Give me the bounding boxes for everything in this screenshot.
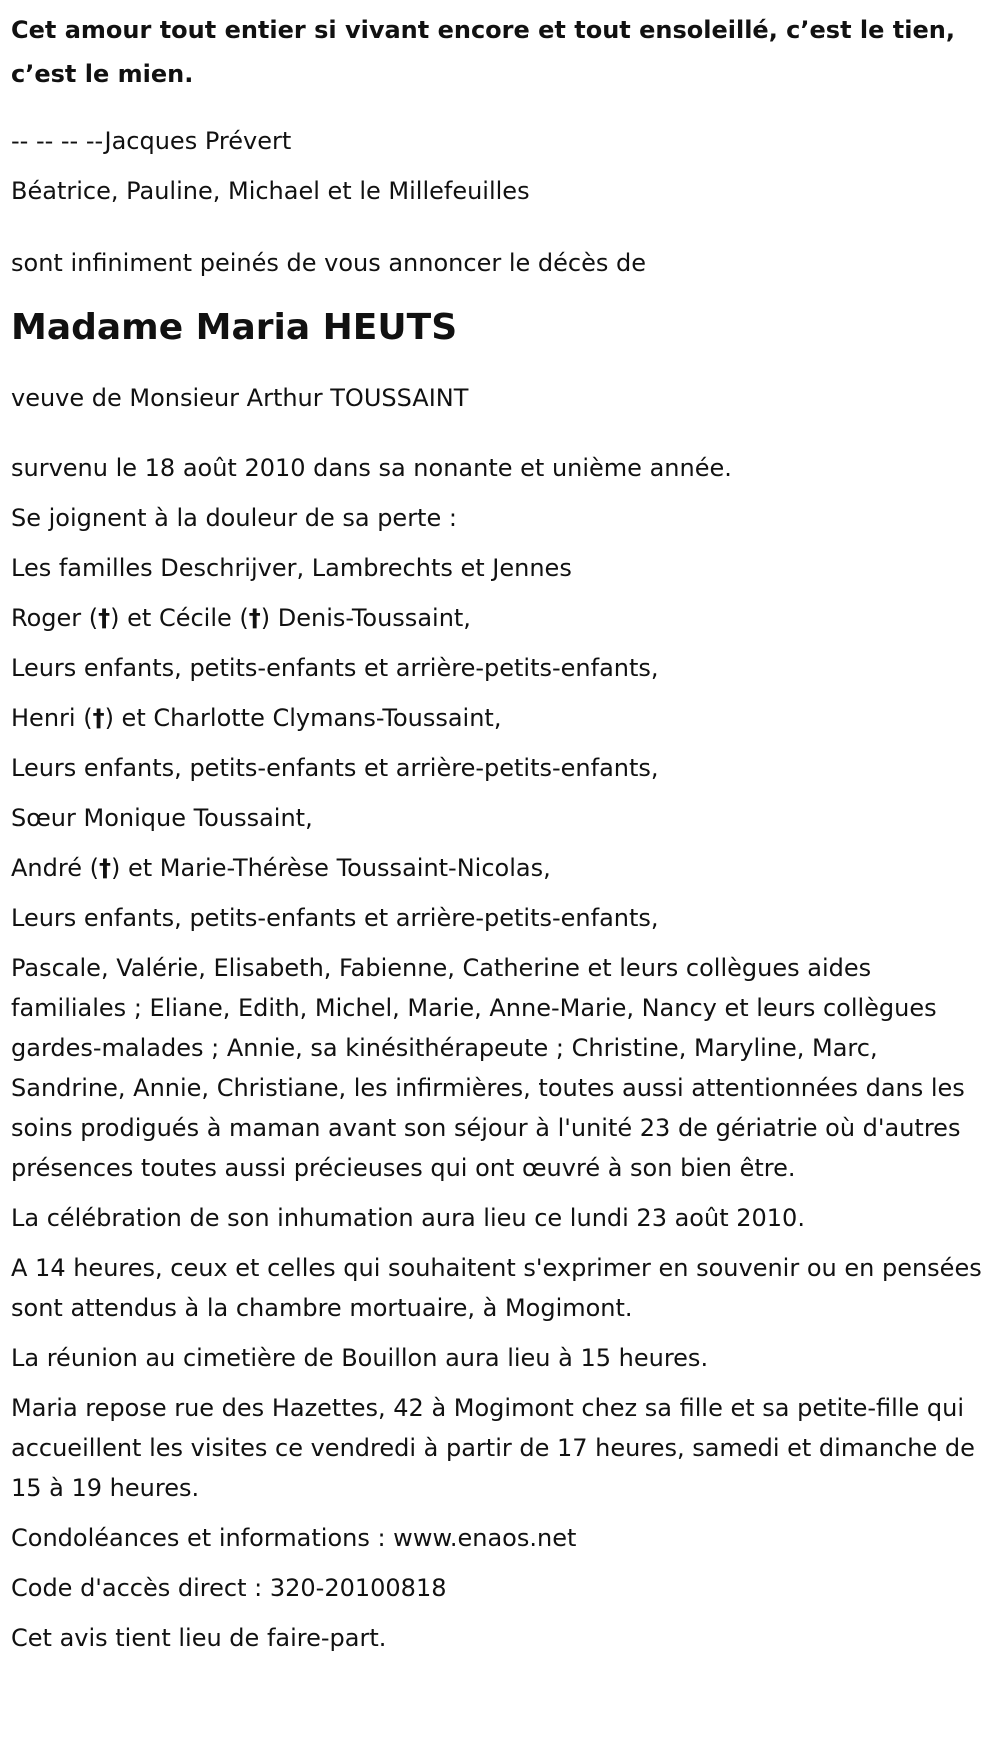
deceased-name: Madame Maria HEUTS bbox=[11, 307, 458, 348]
deceased-cross-icon: † bbox=[248, 604, 261, 632]
family-text: ) Denis-Toussaint, bbox=[260, 604, 471, 632]
quote-attribution: -- -- -- --Jacques Prévert bbox=[11, 127, 292, 155]
family-line: Leurs enfants, petits-enfants et arrière-petits-enfants, bbox=[11, 654, 659, 682]
caregivers-paragraph: Pascale, Valérie, Elisabeth, Fabienne, Catherine et leurs collègues aides familiales ; Eliane, Edith, Michel, Marie, Anne-Marie, Nancy et leurs collègues gardes-malades ; Annie, sa kinésithérapeute ; Christine, Maryline, Marc, Sandrine, Annie, Christiane, les infirmières, toutes aussi attentionnées dans les soins prodigués à maman avant son séjour à l'unité 23 de gériatrie où d'autres présences toutes aussi précieuses qui ont œuvré à son bien être. bbox=[11, 954, 965, 1182]
family-line: Leurs enfants, petits-enfants et arrière-petits-enfants, bbox=[11, 904, 659, 932]
family-line bbox=[11, 598, 988, 638]
deceased-cross-icon: † bbox=[98, 854, 111, 882]
cemetery-line: La réunion au cimetière de Bouillon aura lieu à 15 heures. bbox=[11, 1344, 709, 1372]
family-line bbox=[11, 848, 988, 888]
condolences-line: Condoléances et informations : www.enaos.net bbox=[11, 1524, 577, 1552]
date-line: survenu le 18 août 2010 dans sa nonante et unième année. bbox=[11, 454, 732, 482]
gathering-paragraph: A 14 heures, ceux et celles qui souhaitent s'exprimer en souvenir ou en pensées sont attendus à la chambre mortuaire, à Mogimont. bbox=[11, 1254, 982, 1322]
deceased-cross-icon: † bbox=[92, 704, 105, 732]
family-text: Roger ( bbox=[11, 604, 99, 632]
visits-paragraph: Maria repose rue des Hazettes, 42 à Mogimont chez sa fille et sa petite-fille qui accueillent les visites ce vendredi à partir de 17 heures, samedi et dimanche de 15 à 19 heures. bbox=[11, 1394, 975, 1502]
join-intro: Se joignent à la douleur de sa perte : bbox=[11, 504, 457, 532]
family-line bbox=[11, 698, 988, 738]
family-line: Leurs enfants, petits-enfants et arrière-petits-enfants, bbox=[11, 754, 659, 782]
widow-of-line: veuve de Monsieur Arthur TOUSSAINT bbox=[11, 384, 469, 412]
family-text: ) et Charlotte Clymans-Toussaint, bbox=[104, 704, 502, 732]
family-line: Sœur Monique Toussaint, bbox=[11, 804, 313, 832]
family-text: ) et Cécile ( bbox=[110, 604, 249, 632]
access-code-line: Code d'accès direct : 320-20100818 bbox=[11, 1574, 447, 1602]
closing-line: Cet avis tient lieu de faire-part. bbox=[11, 1624, 387, 1652]
announcement-line: sont infiniment peinés de vous annoncer le décès de bbox=[11, 249, 646, 277]
family-text: André ( bbox=[11, 854, 99, 882]
senders-line: Béatrice, Pauline, Michael et le Millefeuilles bbox=[11, 177, 530, 205]
deceased-cross-icon: † bbox=[98, 604, 111, 632]
family-line: Les familles Deschrijver, Lambrechts et Jennes bbox=[11, 554, 572, 582]
celebration-line: La célébration de son inhumation aura lieu ce lundi 23 août 2010. bbox=[11, 1204, 805, 1232]
epigraph-quote: Cet amour tout entier si vivant encore et tout ensoleillé, c’est le tien, c’est le mien. bbox=[11, 16, 955, 88]
family-text: ) et Marie-Thérèse Toussaint-Nicolas, bbox=[110, 854, 551, 882]
family-text: Henri ( bbox=[11, 704, 93, 732]
